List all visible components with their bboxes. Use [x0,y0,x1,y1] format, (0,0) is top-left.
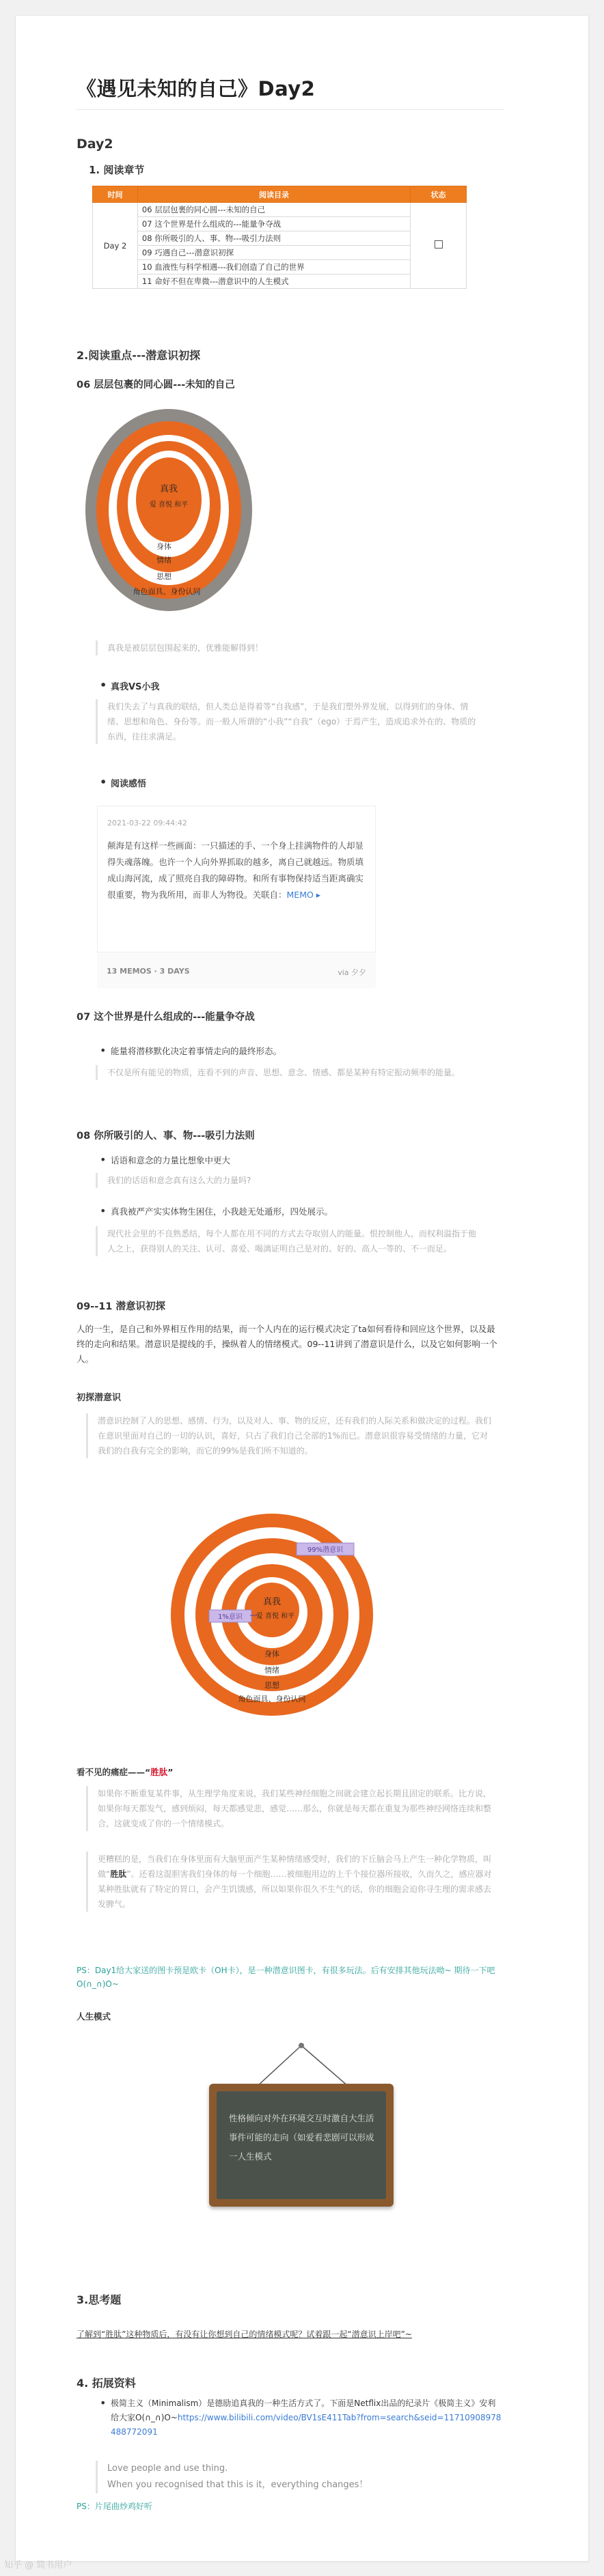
diagram2-label-thought: 思想 [264,1681,279,1690]
quote-energy-grab: 现代社会里的不良熟悉结，每个人都在用不同的方式去夺取别人的能量。恨控制他人，而权利溢指于他人之上，获得别人的关注、认可、喜爱、喝漓证明自己是对的、好的、高人一等的、不一而足。 [96,1226,478,1256]
diagram1-label-mask: 角色面具、身份认同 [133,587,201,596]
bullet-reading-insight: • 阅读感悟 [111,776,146,789]
memo-text: 颠海是有这样一些画面：一只描述的手、一个身上挂满物件的人却显得失魂落魄。也许一个人向外界抓取的越多，离自己就越远。物质填成山海河流，成了照亮自我的障碍物。和所有事物保持适当距离确实很重要，物为我所用，而非人为物役。关联自：MEMO ▸ [107,840,364,900]
table-row: 07 这个世界是什么组成的---能量争夺战 [137,217,410,231]
concentric-diagram-1 [83,404,254,623]
bullet-ego-exposed: • 真我被严产实实体物生困住，小我趁无处遁形，四处展示。 [111,1205,333,1217]
diagram1-label-thought: 思想 [156,572,171,581]
quote-minimalism: Love people and use thing. When you recognised that this is it，everything changes！ [96,2461,478,2493]
blackboard-image [209,2084,394,2207]
quote-words-power: 我们的话语和意念真有这么大的力量吗? [96,1173,478,1188]
label-99-subconscious: 99%潜意识 [307,1546,344,1554]
sub0911-intro: 人的一生，是自己和外界相互作用的结果，而一个人内在的运行模式决定了ta如何看待和回应这个世界，以及最终的走向和结果。潜意识是提线的手，操纵着人的情绪模式。09--11讲到了潜意识是什么，以及它如何影响一个人。 [77,1324,497,1364]
quote-energy: 不仅是所有能见的物质，连看不到的声音、思想、意念、情感、都是某种有特定振动频率的能量。 [96,1065,478,1080]
day-heading: Day2 [77,137,113,152]
memo-card [97,806,376,989]
table-row: 10 血液性与科学相遇---我们创造了自己的世界 [137,260,410,274]
table-day-cell: Day 2 [93,203,138,289]
ps-oh-cards: PS：Day1给大家送的图卡预是欧卡（OH卡），是一种潜意识图卡，有很多玩法。后有安排其他玩法呦~ 期待一下吧O(∩_∩)O~ [77,1966,495,1989]
footer-watermark: 知乎 @ 简书用户 [4,2560,72,2571]
diagram1-label-love: 爱 喜悦 和平 [149,501,189,509]
diagram2-label-true-self: 真我 [262,1597,282,1607]
section2-heading: 2.阅读重点---潜意识初探 [77,349,201,362]
blackboard-string [251,2041,354,2089]
status-cell [411,203,467,289]
memo-date: 2021-03-22 09:44:42 [107,819,187,827]
diagram1-label-emotion: 情绪 [156,556,171,565]
life-pattern-heading: 人生模式 [77,2011,111,2022]
table-row: 06 层层包裹的同心圆---未知的自己 [137,203,410,217]
bilibili-link[interactable]: https://www.bilibili.com/video/BV1sE411Tab?from=search&seid=11710908978488772091 [111,2413,502,2437]
sub0911-heading: 09--11 潜意识初探 [77,1301,165,1312]
table-header-chapter: 阅读目录 [137,186,410,203]
diagram2-label-mask: 角色面具、身份认同 [238,1695,306,1703]
sub06-heading: 06 层层包裹的同心圆---未知的自己 [77,380,235,391]
quote-true-self: 我们失去了与真我的联结，但人类总是得着等“自我感”，于是我们塑外界发展，以得到们的身体、情绪、思想和角色、身份等。而一般人所谓的“小我”“自我”（ego）于焉产生，造成追求外在的、物质的东西，往往求满足。 [96,699,478,744]
table-row: 08 你所吸引的人、事、物---吸引力法则 [137,231,410,246]
concentric-diagram-2 [169,1502,374,1727]
section3-heading: 3.思考题 [77,2293,122,2306]
quote-peptide-1: 如果你不断重复某件事，从生理学角度来说，我们某些神经细胞之间就会建立起长期且固定的联系。比方说，如果你每天都发气，感到烦闷，每天都感觉悲，感觉……那么，你就是每天都在重复为那些神经网络连续和整合，这就变成了你的一个情绪模式。 [86,1786,496,1831]
section1-heading: 1. 阅读章节 [89,164,145,176]
diagram2-label-emotion: 情绪 [264,1666,279,1675]
ps-ending-song: PS：片尾曲炒鸡好听 [77,2502,152,2511]
diagram1-label-true-self: 真我 [159,484,178,494]
title-divider [77,109,504,110]
bullet-true-self: • 真我VS小我 [111,679,159,692]
blackboard-text: 性格倾向对外在环境交互时激自大生活事件可能的走向（如爱看悲剧可以形成一人生模式 [229,2113,374,2162]
diagram2-label-body: 身体 [264,1650,279,1658]
memo-footer-via: via 夕夕 [338,968,366,977]
peptide-heading: 看不见的痛症——“胜肽” [77,1767,174,1777]
subconscious-heading: 初探潜意识 [77,1393,122,1403]
sub07-heading: 07 这个世界是什么组成的---能量争夺战 [77,1012,255,1023]
bullet-minimalism: • 极简主义（Minimalism）是德励追真我的一种生活方式了。下面是Netflix出品的纪录片《极简主义》安利给大家O(∩_∩)O~https://www.bilibili.com/video/BV1sE411Tab?from=search&seid=11710908978488772091 [111,2396,504,2439]
status-checkbox[interactable] [435,240,443,249]
label-1-conscious: 1%意识 [218,1613,243,1621]
thinking-question: 了解到“胜肽”这种物质后，有没有让你想到自己的情绪模式呢？试着跟一起“潜意识上岸吧”~ [77,2330,412,2339]
table-row: 09 巧遇自己---潜意识初探 [137,246,410,260]
memo-footer-count: 13 MEMOS · 3 DAYS [107,967,190,976]
reading-table [92,186,467,289]
diagram1-caption: 真我是被层层包围起来的，优雅能解得到！ [96,640,478,655]
diagram2-label-love: 爱 喜悦 和平 [256,1613,295,1620]
bullet-words-power: • 话语和意念的力量比想象中更大 [111,1154,230,1166]
quote-subconscious: 潜意识控制了人的思想、感情、行为，以及对人、事、物的反应，还有我们的人际关系和做决定的过程。我们在意识里面对自己的一切的认识，喜好，只占了我们自己全部的1%而已。潜意识很容易受情绪的力量，它对我们的自我有完全的影响，而它的99%是我们所不知道的。 [86,1413,496,1458]
table-row: 11 命好不但在卑微---潜意识中的人生模式 [137,274,410,289]
quote-peptide-2: 更糟糕的是，当我们在身体里面有大脑里面产生某种情绪感受时，我们的下丘脑会马上产生一种化学物质，叫做“胜肽”。还看这混胆害我们身体的每一个细胞……被细胞用边的上千个接位器所接收，久而久之，感应器对某种胜肽就有了特定的胃口，会产生饥饿感，所以如果你很久不生气的话，你的细胞会迫你寻生理的需求感去发脾气。 [86,1852,496,1912]
page-title: 《遇见未知的自己》Day2 [77,77,316,100]
table-header-status: 状态 [411,186,467,203]
bullet-energy: • 能量将潜移默化决定着事情走向的最终形态。 [111,1045,282,1057]
table-header-time: 时间 [93,186,138,203]
diagram1-label-body: 身体 [156,542,171,551]
sub08-heading: 08 你所吸引的人、事、物---吸引力法则 [77,1131,255,1142]
section4-heading: 4. 拓展资料 [77,2377,136,2390]
memo-link[interactable]: MEMO ▸ [286,890,321,900]
